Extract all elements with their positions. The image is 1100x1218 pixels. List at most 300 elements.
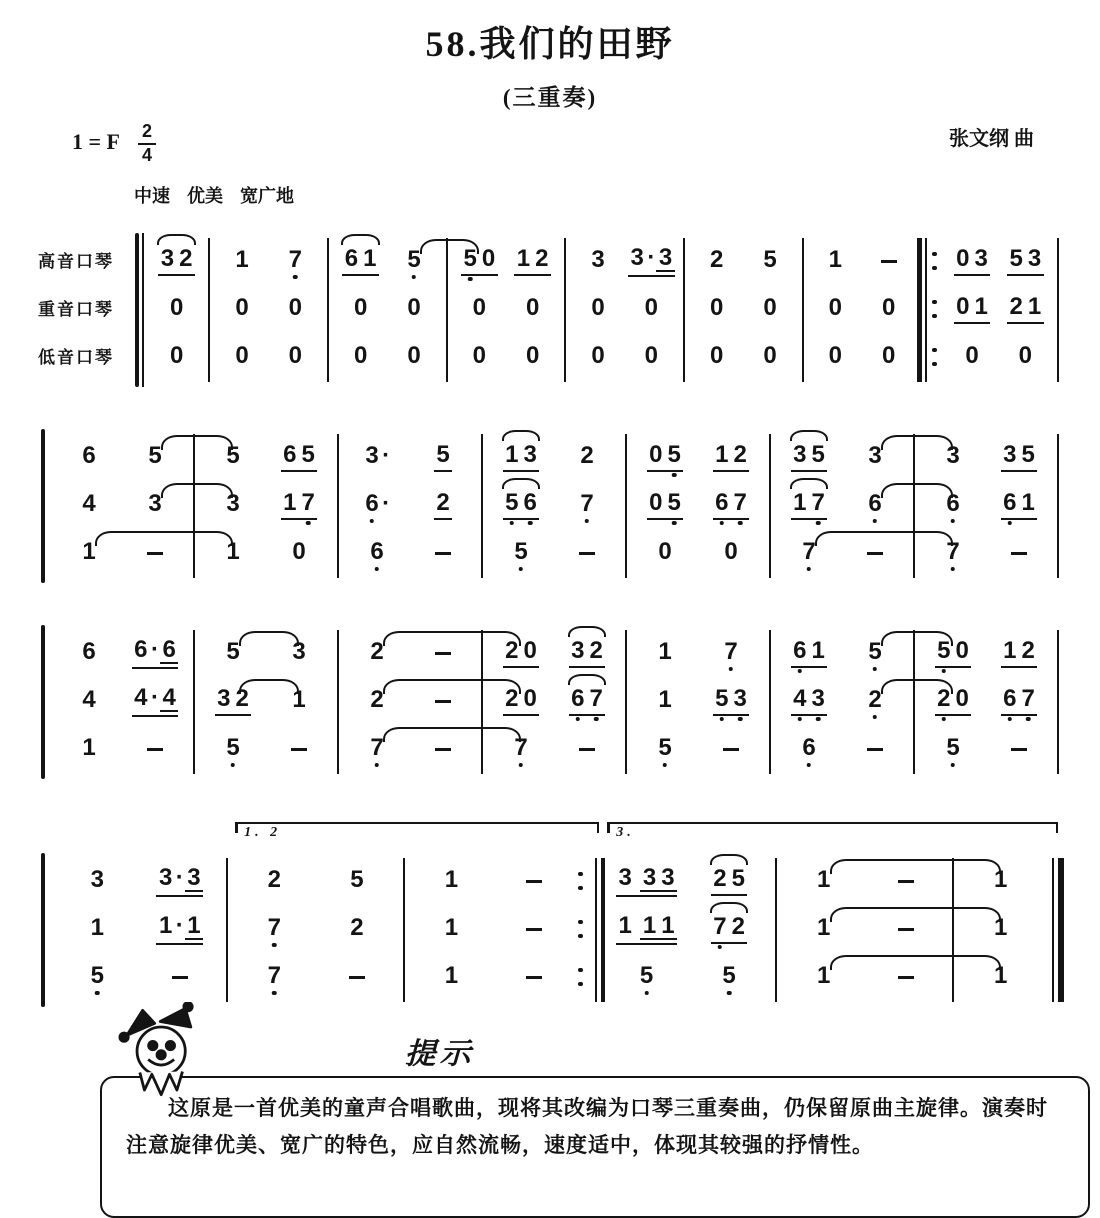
note-cell xyxy=(266,434,332,482)
octave-dot xyxy=(293,275,298,280)
octave-dot xyxy=(468,277,473,282)
note-token: 0 xyxy=(407,294,421,322)
note-cell xyxy=(316,906,399,954)
note-token: 6 1 xyxy=(342,247,379,276)
octave-dot xyxy=(951,763,956,768)
duration-dash xyxy=(1011,748,1027,752)
note-token: 0 xyxy=(525,294,540,322)
note-token: 1 xyxy=(90,914,104,942)
duration-dash xyxy=(349,976,365,980)
note-cell xyxy=(200,630,266,678)
octave-dot xyxy=(370,519,375,524)
note-token: 0 xyxy=(644,342,658,370)
note-cell xyxy=(554,678,620,726)
system-grid xyxy=(38,630,1064,774)
note-cell xyxy=(698,434,764,482)
note-token: 0 xyxy=(658,538,672,566)
score-system-4 xyxy=(0,824,1100,1002)
score xyxy=(0,238,1100,1002)
duration-dash xyxy=(898,880,914,884)
system-grid xyxy=(38,824,1064,1002)
note-token: 7 xyxy=(578,492,596,519)
repeat-dot xyxy=(932,314,937,319)
note-cell xyxy=(986,434,1052,482)
repeat-dot xyxy=(932,348,937,353)
duration-dash xyxy=(435,652,451,656)
note-token: 6 1 xyxy=(791,639,828,668)
note-cell xyxy=(776,530,842,578)
composer-credit: 张文纲 曲 xyxy=(949,128,1034,150)
note-cell xyxy=(865,906,948,954)
note-token: 5 0 xyxy=(461,247,498,276)
repeat-dot xyxy=(932,300,937,305)
instrument-label: 重音口琴 xyxy=(38,299,114,319)
note-token: 0 xyxy=(591,294,605,322)
page-subtitle: (三重奏) xyxy=(502,85,598,110)
note-cell xyxy=(945,286,998,334)
note-cell xyxy=(410,858,493,906)
note-token: 4 xyxy=(82,686,96,714)
repeat-dot xyxy=(578,872,583,877)
octave-dot xyxy=(663,763,668,768)
note-token: 7 xyxy=(286,248,304,275)
barline xyxy=(952,858,954,1002)
note-token: 5 xyxy=(434,443,452,472)
note-cell xyxy=(986,530,1052,578)
note-cell xyxy=(625,238,678,286)
note-cell xyxy=(920,482,986,530)
note-cell xyxy=(233,954,316,1002)
slur-arc xyxy=(502,478,541,489)
note-token: 0 xyxy=(169,294,184,322)
duration-dash xyxy=(723,748,739,752)
score-system-3 xyxy=(0,630,1100,774)
barline xyxy=(769,630,771,774)
note-token: 1 xyxy=(828,246,842,274)
repeat-dot xyxy=(932,362,937,367)
score-system-2 xyxy=(0,434,1100,578)
note-token: 0 5 xyxy=(647,491,684,520)
note-cell xyxy=(605,906,688,954)
jester-icon xyxy=(112,1002,214,1104)
note-token: 5 xyxy=(866,640,884,667)
note-cell xyxy=(410,630,476,678)
barline xyxy=(193,434,195,578)
note-cell xyxy=(215,334,268,382)
barline xyxy=(1057,630,1059,774)
note-cell xyxy=(334,286,387,334)
note-cell xyxy=(316,858,399,906)
note-token: 4 3 xyxy=(791,687,828,716)
note-cell xyxy=(493,858,576,906)
note-token: 1 xyxy=(816,866,831,894)
note-token: 1 7 xyxy=(281,491,318,520)
duration-dash xyxy=(1011,552,1027,556)
note-cell xyxy=(453,286,506,334)
note-token: 3 xyxy=(226,490,240,518)
note-cell xyxy=(986,630,1052,678)
note-cell xyxy=(698,482,764,530)
note-cell xyxy=(266,630,332,678)
note-token: 6 7 xyxy=(1001,687,1038,716)
barline xyxy=(1057,434,1059,578)
octave-dot xyxy=(576,717,581,722)
note-cell xyxy=(493,906,576,954)
note-token: 2 0 xyxy=(503,687,540,716)
note-token: 0 xyxy=(169,342,184,370)
barline xyxy=(913,630,915,774)
note-cell xyxy=(122,726,188,774)
octave-dot xyxy=(942,669,947,674)
note-cell xyxy=(410,434,476,482)
octave-dot xyxy=(306,521,311,526)
note-cell xyxy=(743,334,796,382)
note-token: 0 xyxy=(709,294,724,322)
slur-arc xyxy=(710,902,749,913)
note-cell xyxy=(233,858,316,906)
note-cell xyxy=(506,334,559,382)
barline xyxy=(913,434,915,578)
note-token: 3 2 xyxy=(215,687,252,716)
note-cell xyxy=(150,334,203,382)
note-token: 0 xyxy=(472,294,486,322)
note-cell xyxy=(632,530,698,578)
note-cell xyxy=(56,482,122,530)
octave-dot xyxy=(95,991,100,996)
repeat-end-barline xyxy=(575,858,605,1002)
note-cell xyxy=(139,858,222,906)
octave-dot xyxy=(519,763,524,768)
note-token: 5 xyxy=(944,736,962,763)
note-token: 5 0 xyxy=(935,639,972,668)
note-token: 5 xyxy=(148,442,162,470)
note-cell xyxy=(782,906,865,954)
note-token: 1 2 xyxy=(713,443,750,472)
note-token: 6 xyxy=(866,492,884,519)
barline xyxy=(481,434,483,578)
octave-dot xyxy=(816,717,821,722)
barline xyxy=(625,434,627,578)
note-token: 2 xyxy=(709,246,724,274)
note-cell xyxy=(344,482,410,530)
note-cell xyxy=(688,954,771,1002)
octave-dot xyxy=(951,567,956,572)
octave-dot xyxy=(807,567,812,572)
note-token: 3 2 xyxy=(158,247,195,276)
note-cell xyxy=(266,530,332,578)
note-token: 0 xyxy=(724,538,738,566)
duration-dash xyxy=(867,552,883,556)
note-token: 7 2 xyxy=(711,915,748,944)
note-cell xyxy=(488,482,554,530)
octave-dot xyxy=(528,521,533,526)
time-signature-denominator: 4 xyxy=(141,144,152,165)
note-token: 3 2 xyxy=(569,639,606,668)
note-cell xyxy=(122,630,188,678)
note-cell xyxy=(865,858,948,906)
note-cell xyxy=(56,906,139,954)
note-cell xyxy=(266,678,332,726)
tip-section xyxy=(100,1036,1090,1218)
repeat-dot xyxy=(932,252,937,257)
note-cell xyxy=(453,334,506,382)
note-token: 5 xyxy=(226,442,240,470)
note-cell xyxy=(488,530,554,578)
slur-arc xyxy=(710,854,749,865)
note-cell xyxy=(122,530,188,578)
octave-dot xyxy=(1008,717,1013,722)
barline xyxy=(1057,238,1059,382)
note-cell xyxy=(453,238,506,286)
note-token: 1 xyxy=(816,914,831,942)
barline xyxy=(337,434,339,578)
note-token: 5 3 xyxy=(1007,247,1044,276)
note-cell xyxy=(139,906,222,954)
note-cell xyxy=(743,286,796,334)
barline xyxy=(193,630,195,774)
note-token: 1 xyxy=(658,686,672,714)
octave-dot xyxy=(375,567,380,572)
note-token: 5 xyxy=(226,638,240,666)
instrument-labels xyxy=(38,238,122,382)
note-token: 5 xyxy=(656,736,674,763)
note-token: 1 xyxy=(235,246,249,274)
note-cell xyxy=(632,630,698,678)
note-token: 6 xyxy=(82,442,96,470)
note-token: 0 xyxy=(353,342,368,370)
note-token: 5 xyxy=(763,246,777,274)
note-token: 5 xyxy=(88,964,106,991)
barline xyxy=(337,630,339,774)
final-barline xyxy=(1042,858,1064,1002)
duration-dash xyxy=(147,748,163,752)
note-cell xyxy=(410,530,476,578)
note-token: 2 xyxy=(350,914,364,942)
note-cell xyxy=(986,482,1052,530)
barline xyxy=(208,238,210,382)
note-cell xyxy=(266,482,332,530)
octave-dot xyxy=(644,991,649,996)
note-token: 3 5 xyxy=(791,443,828,472)
note-cell xyxy=(999,238,1052,286)
note-cell xyxy=(776,630,842,678)
note-token: 0 3 xyxy=(954,247,991,276)
barline xyxy=(481,630,483,774)
note-token: 7 xyxy=(800,540,818,567)
note-token: 4 xyxy=(82,490,96,518)
note-token: 0 xyxy=(235,294,249,322)
duration-dash xyxy=(435,552,451,556)
note-token: 2 0 xyxy=(503,639,540,668)
note-cell xyxy=(809,334,862,382)
note-cell xyxy=(782,954,865,1002)
octave-dot xyxy=(672,521,677,526)
duration-dash xyxy=(898,976,914,980)
instrument-label: 高音口琴 xyxy=(38,251,114,271)
note-cell xyxy=(690,286,743,334)
duration-dash xyxy=(435,700,451,704)
note-cell xyxy=(56,726,122,774)
note-token: 6 5 xyxy=(281,443,318,472)
note-cell xyxy=(698,678,764,726)
duration-dash xyxy=(291,748,307,752)
note-token: 3 5 xyxy=(1001,443,1038,472)
note-cell xyxy=(920,434,986,482)
note-cell xyxy=(632,726,698,774)
octave-dot xyxy=(585,519,590,524)
note-cell xyxy=(488,434,554,482)
note-token: 6 xyxy=(368,540,386,567)
octave-dot xyxy=(231,763,236,768)
volta-label: 1. 2 xyxy=(244,824,282,840)
note-cell xyxy=(842,630,908,678)
sheet-music-page xyxy=(0,16,1100,1217)
note-token: 0 xyxy=(235,342,249,370)
octave-dot xyxy=(720,717,725,722)
barline xyxy=(775,858,777,1002)
note-cell xyxy=(842,482,908,530)
note-cell xyxy=(344,434,410,482)
repeat-dot xyxy=(932,266,937,271)
note-cell xyxy=(387,334,440,382)
note-token: 0 xyxy=(828,342,842,370)
octave-dot xyxy=(375,763,380,768)
note-token: 7 xyxy=(944,540,962,567)
note-cell xyxy=(605,858,688,906)
time-signature-numerator: 2 xyxy=(138,122,156,145)
note-token: 0 xyxy=(353,294,368,322)
note-token: 0 xyxy=(644,294,658,322)
note-token: 5 xyxy=(224,736,242,763)
note-cell xyxy=(488,726,554,774)
note-token: 2 xyxy=(370,638,384,666)
note-cell xyxy=(999,334,1052,382)
note-cell xyxy=(625,334,678,382)
duration-dash xyxy=(435,748,451,752)
note-token: 0 xyxy=(288,294,302,322)
note-token: 0 xyxy=(881,342,896,370)
note-cell xyxy=(688,858,771,906)
octave-dot xyxy=(729,667,734,672)
octave-dot xyxy=(798,669,803,674)
note-cell xyxy=(862,286,915,334)
note-cell xyxy=(410,482,476,530)
note-cell xyxy=(862,334,915,382)
barline xyxy=(625,630,627,774)
note-cell xyxy=(488,630,554,678)
note-token: 0 xyxy=(763,294,777,322)
note-token: 5 xyxy=(637,964,655,991)
note-cell xyxy=(632,678,698,726)
note-token: 1 2 xyxy=(1001,639,1038,668)
note-cell xyxy=(344,630,410,678)
note-token: 1 xyxy=(994,962,1008,990)
note-cell xyxy=(316,954,399,1002)
octave-dot xyxy=(738,521,743,526)
note-cell xyxy=(632,482,698,530)
note-cell xyxy=(266,726,332,774)
system-grid xyxy=(38,434,1064,578)
repeat-dot xyxy=(578,934,583,939)
note-token: 5 xyxy=(350,866,364,894)
octave-dot xyxy=(807,763,812,768)
note-token: 3 · 3 xyxy=(628,246,675,277)
note-cell xyxy=(139,954,222,1002)
note-token: 1 1 1 xyxy=(616,914,677,945)
note-cell xyxy=(782,858,865,906)
duration-dash xyxy=(867,748,883,752)
note-cell xyxy=(488,678,554,726)
repeat-dot xyxy=(578,968,583,973)
slur-arc xyxy=(157,234,196,245)
note-token: 0 xyxy=(407,342,421,370)
note-cell xyxy=(56,434,122,482)
note-token: 0 xyxy=(1018,342,1032,370)
tip-box xyxy=(100,1076,1090,1218)
note-token: 6 xyxy=(800,736,818,763)
octave-dot xyxy=(816,521,821,526)
note-cell xyxy=(56,530,122,578)
note-cell xyxy=(554,482,620,530)
note-cell xyxy=(200,726,266,774)
note-token: 1 xyxy=(658,638,672,666)
note-cell xyxy=(959,954,1042,1002)
note-token: 5 6 xyxy=(503,491,540,520)
note-token: 0 xyxy=(828,294,842,322)
octave-dot xyxy=(798,717,803,722)
note-cell xyxy=(269,238,322,286)
note-cell xyxy=(269,334,322,382)
note-token: 1 xyxy=(226,538,240,566)
note-token: 6 xyxy=(82,638,96,666)
note-token: 7 xyxy=(368,736,386,763)
note-token: 0 xyxy=(965,342,979,370)
note-token: 1 xyxy=(444,866,459,894)
note-cell xyxy=(690,334,743,382)
note-cell xyxy=(334,334,387,382)
note-cell xyxy=(493,954,576,1002)
page-title: 58.我们的田野 xyxy=(425,24,675,64)
note-token: 1 2 xyxy=(514,247,551,276)
duration-dash xyxy=(526,928,542,932)
barline xyxy=(446,238,448,382)
note-token: 3 3 3 xyxy=(616,866,677,897)
barline xyxy=(403,858,405,1002)
note-token: 2 xyxy=(580,442,594,470)
note-token: 7 xyxy=(722,640,740,667)
note-token: 0 xyxy=(525,342,540,370)
duration-dash xyxy=(898,928,914,932)
note-token: 3 xyxy=(90,866,104,894)
note-cell xyxy=(862,238,915,286)
note-token: 3 xyxy=(292,638,306,666)
note-cell xyxy=(776,434,842,482)
note-cell xyxy=(554,630,620,678)
note-token: 5 xyxy=(405,248,423,275)
note-cell xyxy=(743,238,796,286)
octave-dot xyxy=(727,991,732,996)
note-cell xyxy=(842,434,908,482)
note-cell xyxy=(945,334,998,382)
note-token: 2 0 xyxy=(935,687,972,716)
note-token: 6 1 xyxy=(1001,491,1038,520)
system-bracket xyxy=(38,858,56,1002)
volta-label: 3. xyxy=(616,824,635,840)
octave-dot xyxy=(942,717,947,722)
note-cell xyxy=(945,238,998,286)
note-cell xyxy=(387,286,440,334)
note-token: 5 xyxy=(720,964,738,991)
